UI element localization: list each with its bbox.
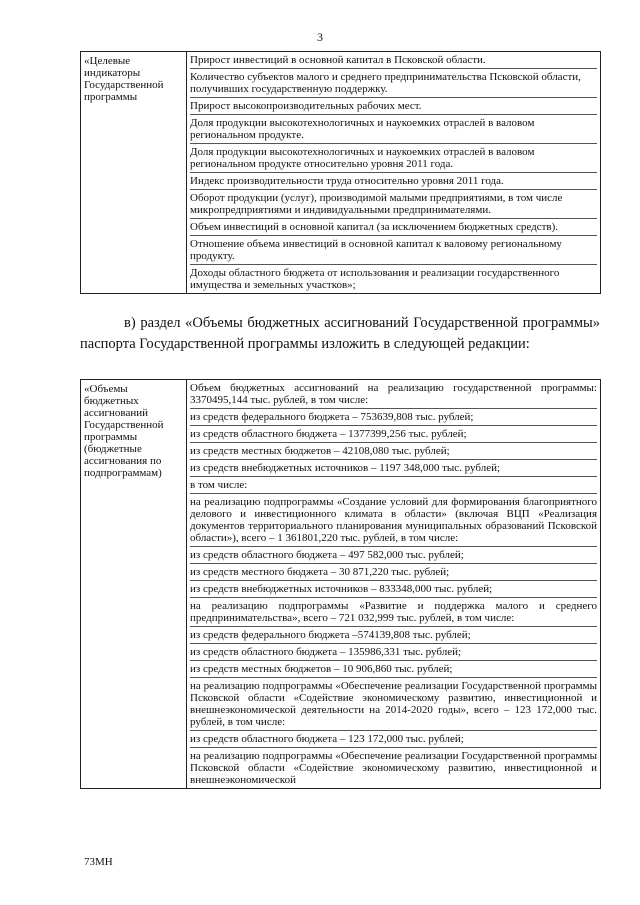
list-item: Объем бюджетных ассигнований на реализацию государственной программы: 3370495,144 тыс. рублей, в том числе: bbox=[190, 380, 597, 409]
footer-code: 73МН bbox=[84, 856, 113, 868]
row-items bbox=[187, 52, 601, 294]
list-item: Прирост высокопроизводительных рабочих мест. bbox=[190, 98, 597, 115]
list-item: из средств внебюджетных источников – 1197 348,000 тыс. рублей; bbox=[190, 460, 597, 477]
amendment-paragraph: в) раздел «Объемы бюджетных ассигнований Государственной программы» паспорта Государственной программы изложить в следующей редакции: bbox=[80, 315, 600, 352]
list-item: в том числе: bbox=[190, 477, 597, 494]
list-item: Доля продукции высокотехнологичных и наукоемких отраслей в валовом региональном продукте. bbox=[190, 115, 597, 144]
list-item: на реализацию подпрограммы «Обеспечение реализации Государственной программы Псковской области «Содействие экономическому развитию, инвестиционной и внешнеэкономической деятельности на 2014-2020 годы», всего – 123 172,000 тыс. рублей, в том числе: bbox=[190, 678, 597, 731]
list-item: из средств областного бюджета – 1377399,256 тыс. рублей; bbox=[190, 426, 597, 443]
page-number: 3 bbox=[317, 30, 323, 44]
table-row bbox=[81, 380, 601, 789]
list-item: из средств местного бюджета – 30 871,220 тыс. рублей; bbox=[190, 564, 597, 581]
list-item: из средств областного бюджета – 497 582,000 тыс. рублей; bbox=[190, 547, 597, 564]
list-item: Количество субъектов малого и среднего предпринимательства Псковской области, получивших государственную поддержку. bbox=[190, 69, 597, 98]
row-items bbox=[187, 380, 601, 789]
list-item: из средств федерального бюджета – 753639,808 тыс. рублей; bbox=[190, 409, 597, 426]
target-indicators-table bbox=[80, 51, 601, 294]
list-item: из средств внебюджетных источников – 833348,000 тыс. рублей; bbox=[190, 581, 597, 598]
list-item: Индекс производительности труда относительно уровня 2011 года. bbox=[190, 173, 597, 190]
list-item: из средств местных бюджетов – 10 906,860 тыс. рублей; bbox=[190, 661, 597, 678]
list-item: из средств федерального бюджета –574139,808 тыс. рублей; bbox=[190, 627, 597, 644]
list-item: из средств местных бюджетов – 42108,080 тыс. рублей; bbox=[190, 443, 597, 460]
list-item: Прирост инвестиций в основной капитал в Псковской области. bbox=[190, 52, 597, 69]
list-item: Объем инвестиций в основной капитал (за исключением бюджетных средств). bbox=[190, 219, 597, 236]
list-item: Отношение объема инвестиций в основной капитал к валовому региональному продукту. bbox=[190, 236, 597, 265]
budget-allocations-table bbox=[80, 379, 601, 789]
list-item: из средств областного бюджета – 123 172,000 тыс. рублей; bbox=[190, 731, 597, 748]
row-label: «Объемы бюджетных ассигнований Государственной программы (бюджетные ассигнования по подпрограммам) bbox=[81, 380, 187, 789]
row-label: «Целевые индикаторы Государственной программы bbox=[81, 52, 187, 294]
list-item: на реализацию подпрограммы «Создание условий для формирования благоприятного делового и инвестиционного климата в области» (включая ВЦП «Реализация документов территориального планирования муниципальных образований Псковской области»), всего – 1 361801,220 тыс. рублей, в том числе: bbox=[190, 494, 597, 547]
list-item: на реализацию подпрограммы «Развитие и поддержка малого и среднего предпринимательства», всего – 721 032,999 тыс. рублей, в том числе: bbox=[190, 598, 597, 627]
list-item: Доля продукции высокотехнологичных и наукоемких отраслей в валовом региональном продукте относительно уровня 2011 года. bbox=[190, 144, 597, 173]
list-item: из средств областного бюджета – 135986,331 тыс. рублей; bbox=[190, 644, 597, 661]
list-item: Доходы областного бюджета от использования и реализации государственного имущества и земельных участков»; bbox=[190, 267, 560, 291]
list-item: Оборот продукции (услуг), производимой малыми предприятиями, в том числе микропредприятиями и индивидуальными предпринимателями. bbox=[190, 190, 597, 219]
list-item: на реализацию подпрограммы «Обеспечение реализации Государственной программы Псковской области «Содействие экономическому развитию, инвестиционной и внешнеэкономической bbox=[190, 750, 597, 786]
table-row bbox=[81, 52, 601, 294]
